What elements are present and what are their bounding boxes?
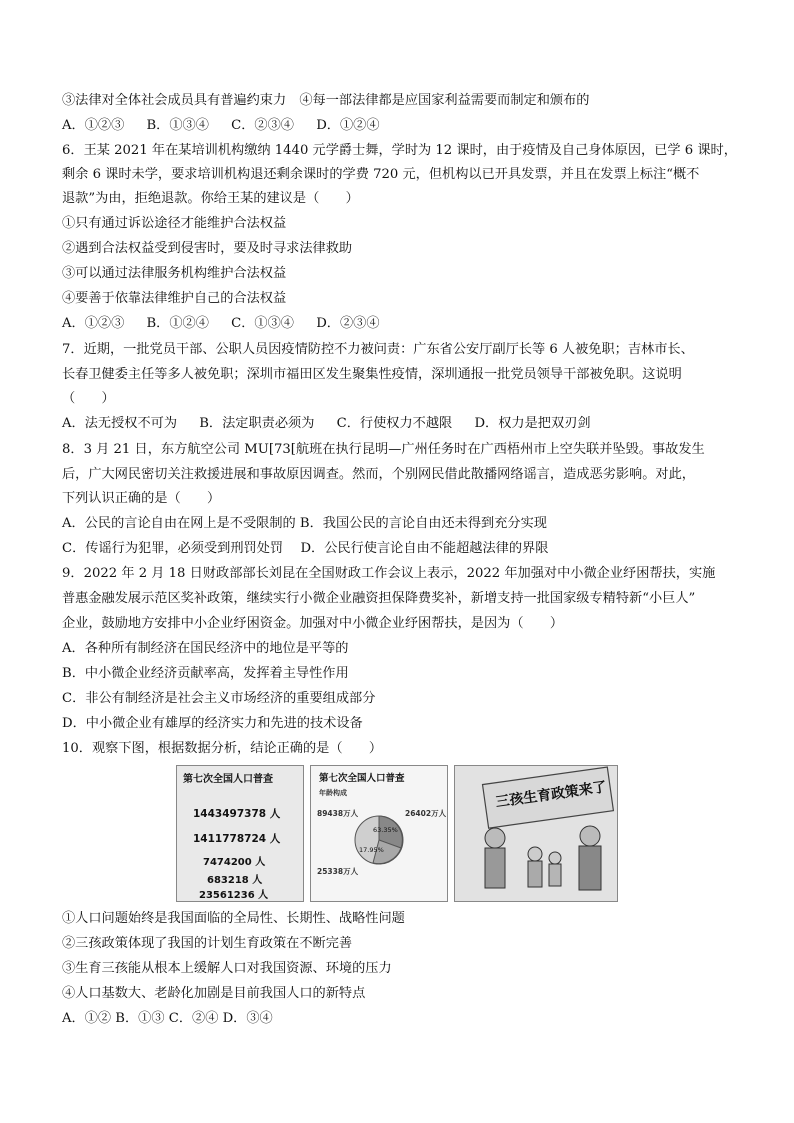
- question-7-text: 长春卫健委主任等多人被免职；深圳市福田区发生聚集性疫情，深圳通报一批党员领导干部被免职。这说明: [62, 367, 682, 382]
- cartoon-banner-text: 三孩生育政策来了: [494, 779, 608, 811]
- stat-value: 7474200 人: [203, 857, 266, 868]
- option-c[interactable]: C．①③④: [231, 316, 294, 331]
- statement-4: ④要善于依靠法律维护自己的合法权益: [62, 291, 287, 306]
- option-d[interactable]: D．中小微企业有雄厚的经济实力和先进的技术设备: [62, 716, 363, 731]
- option-c[interactable]: C．②③④: [231, 118, 294, 133]
- question-6-text: 6．王某 2021 年在某培训机构缴纳 1440 元学爵士舞，学时为 12 课时，由于疫情及自己身体原因，已学 6 课时，: [62, 143, 737, 158]
- stat-value: 1411778724 人: [193, 833, 281, 845]
- question-9-text: 9．2022 年 2 月 18 日财政部部长刘昆在全国财政工作会议上表示，2022 年加强对中小微企业纾困帮扶，实施: [62, 566, 716, 581]
- option-b[interactable]: B．①③④: [146, 118, 209, 133]
- statement-3: ③生育三孩能从根本上缓解人口对我国资源、环境的压力: [62, 961, 392, 976]
- age-group-value: 89438万人: [317, 809, 359, 818]
- option-c[interactable]: C．行使权力不越限: [336, 416, 453, 431]
- question-6-text: 剩余 6 课时未学，要求培训机构退还剩余课时的学费 720 元，但机构以已开具发票，并且在发票上标注“概不: [62, 167, 700, 182]
- age-group-value: 25338万人: [317, 867, 359, 876]
- text-line: ③法律对全体社会成员具有普遍约束力 ④每一部法律都是应国家利益需要而制定和颁布的: [62, 93, 590, 108]
- census-panel-totals: [176, 765, 304, 902]
- question-8-text: 后，广大网民密切关注救援进展和事故原因调查。然而，个别网民借此散播网络谣言，造成恶劣影响。对此，: [62, 467, 695, 482]
- question-9-text: 普惠金融发展示范区奖补政策，继续实行小微企业融资担保降费奖补，新增支持一批国家级专精特新“小巨人”: [62, 591, 696, 606]
- question-9-text: 企业，鼓励地方安排中小企业纾困资金。加强对中小微企业纾困帮扶，是因为（ ）: [62, 616, 564, 631]
- statement-3: ③可以通过法律服务机构维护合法权益: [62, 266, 287, 281]
- question-7-text: 7．近期，一批党员干部、公职人员因疫情防控不力被问责：广东省公安厅副厅长等 6 人被免职；吉林市长、: [62, 342, 694, 357]
- options-row-q10[interactable]: A．①② B．①③ C．②④ D．③④: [62, 1011, 273, 1026]
- question-8-text: 下列认识正确的是（ ）: [62, 491, 221, 506]
- option-c[interactable]: C．非公有制经济是社会主义市场经济的重要组成部分: [62, 691, 376, 706]
- option-a[interactable]: A．①②③: [62, 316, 125, 331]
- census-panel-age: [310, 765, 448, 902]
- pie-label: 17.95%: [359, 846, 384, 854]
- stat-value: 683218 人: [207, 875, 263, 886]
- option-b[interactable]: B．①②④: [146, 316, 209, 331]
- option-row[interactable]: C．传谣行为犯罪，必须受到刑罚处罚 D．公民行使言论自由不能超越法律的界限: [62, 541, 549, 556]
- option-a[interactable]: A．①②③: [62, 118, 125, 133]
- question-7-text: （ ）: [62, 391, 115, 406]
- options-row-q5: [62, 117, 398, 135]
- options-row-q6: [62, 315, 398, 333]
- options-row-q7: [62, 415, 609, 433]
- panel-subtitle: 年龄构成: [319, 789, 347, 797]
- option-b[interactable]: B．法定职责必须为: [199, 416, 315, 431]
- statement-1: ①只有通过诉讼途径才能维护合法权益: [62, 216, 287, 231]
- age-group-value: 26402万人: [405, 809, 447, 818]
- age-pie-chart: [311, 766, 448, 902]
- statement-2: ②遇到合法权益受到侵害时，要及时寻求法律救助: [62, 241, 353, 256]
- pie-label: 63.35%: [373, 826, 398, 834]
- option-b[interactable]: B．中小微企业经济贡献率高，发挥着主导性作用: [62, 666, 349, 681]
- option-d[interactable]: D．权力是把双刃剑: [474, 416, 591, 431]
- option-a[interactable]: A．各种所有制经济在国民经济中的地位是平等的: [62, 641, 349, 656]
- statement-2: ②三孩政策体现了我国的计划生育政策在不断完善: [62, 936, 353, 951]
- three-child-policy-cartoon: [454, 765, 618, 902]
- option-row[interactable]: A．公民的言论自由在网上是不受限制的 B．我国公民的言论自由还未得到充分实现: [62, 516, 547, 531]
- stat-value: 23561236 人: [199, 890, 269, 901]
- census-figure: [176, 765, 618, 902]
- option-a[interactable]: A．法无授权不可为: [62, 416, 178, 431]
- panel-title: 第七次全国人口普查: [319, 773, 405, 784]
- statement-1: ①人口问题始终是我国面临的全局性、长期性、战略性问题: [62, 911, 405, 926]
- stat-value: 1443497378 人: [193, 808, 281, 820]
- panel-title: 第七次全国人口普查: [183, 774, 273, 785]
- statement-4: ④人口基数大、老龄化加剧是目前我国人口的新特点: [62, 986, 366, 1001]
- question-10-text: 10．观察下图，根据数据分析，结论正确的是（ ）: [62, 741, 383, 756]
- option-d[interactable]: D．①②④: [316, 118, 380, 133]
- option-d[interactable]: D．②③④: [316, 316, 380, 331]
- question-8-text: 8．3 月 21 日，东方航空公司 MU[73[航班在执行昆明—广州任务时在广西梧州市上空失联并坠毁。事故发生: [62, 442, 705, 457]
- question-6-text: 退款”为由，拒绝退款。你给王某的建议是（ ）: [62, 191, 359, 206]
